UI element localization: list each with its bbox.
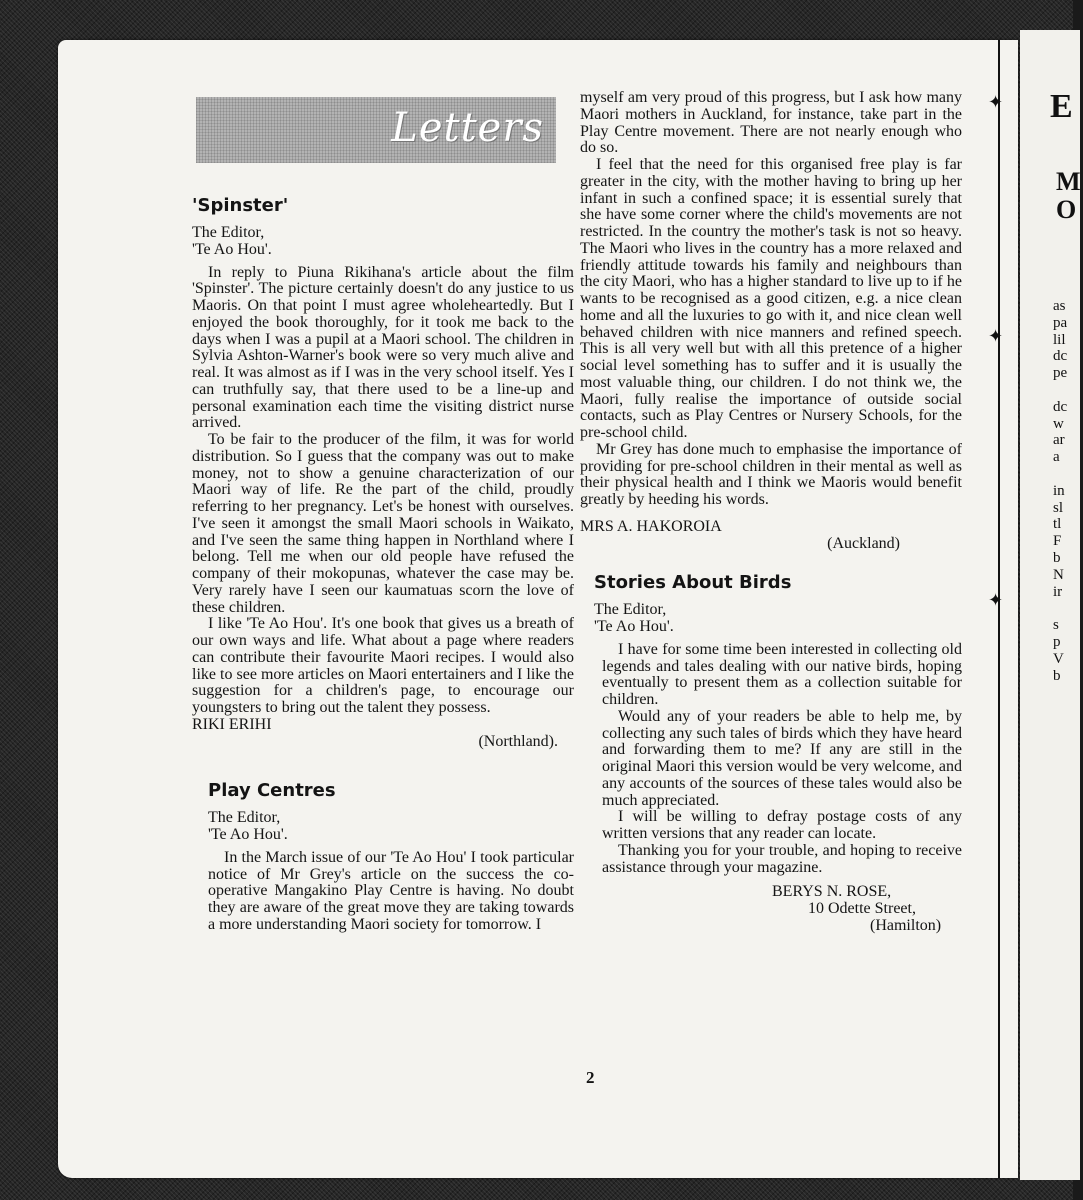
letters-banner (196, 97, 556, 163)
salutation: The Editor, (594, 601, 667, 619)
letter-paragraph: I will be willing to defray postage costs of any written versions that any reader can locate. (602, 808, 962, 842)
letters-banner-title: Letters (391, 105, 544, 151)
binding-mark: ✦ (988, 590, 1004, 610)
signature: MRS A. HAKOROIA (Auckland) (580, 517, 900, 552)
binding-mark: ✦ (988, 92, 1004, 112)
letter-paragraph: Thanking you for your trouble, and hoping to receive assistance through your magazine. (602, 841, 962, 876)
salutation: 'Te Ao Hou'. (594, 618, 674, 635)
letter-heading: Play Centres (208, 780, 336, 802)
column-right (580, 90, 962, 935)
column-left (192, 195, 574, 934)
letter-spinster (192, 195, 574, 750)
letter-paragraph: To be fair to the producer of the film, it was for world distribution. So I guess that the company was out to make money, not to show a genuine characterization of our Maori way of life. Re the part of the child, proudly referring to her pregnancy. Let's be honest with ourselves. I've seen it amongst the small Maori schools in Waikato, and I've seen the same thing happen in Northland where I belong. Tell me when our old people have refused the company of their mokopunas, whatever the case may be. Very rarely have I seen our kaumatuas scorn the love of these children. (192, 431, 574, 616)
salutation: The Editor, (192, 224, 265, 241)
signature: RIKI ERIHI (Northland). (192, 715, 558, 750)
salutation: 'Te Ao Hou'. (192, 240, 272, 258)
facing-page-text-fragment: as pa lil dc pe dc w ar a in sl tl F b N ir s p V b (1053, 298, 1068, 684)
letter-paragraph-continued: myself am very proud of this progress, but I ask how many Maori mothers in Auckland, for instance, take part in the Play Centre movement. There are not nearly enough who do so. (580, 89, 962, 157)
letter-paragraph: I feel that the need for this organised free play is far greater in the city, with the mother having to bring up her infant in such a confined space; it is essential surely that she have some corner where the child's movements are not restricted. In the country the mother's task is not so heavy. The Maori who lives in the country has a more relaxed and friendly attitude towards his family and neighbours than the city Maori, who has a higher standard to live up to if he wants to be recognised as a good citizen, e.g. a nice clean home and all the luxuries to go with it, and nice clean well behaved children with nice manners and refined speech. This is all very well but with all this pretence of a higher social level something has to suffer and it is usually the most valuable thing, our children. I do not think we, the Maori, fully realise the importance of outside social contacts, such as Play Centres or Nursery Schools, for the pre-school child. (580, 156, 962, 441)
letter-paragraph: In reply to Piuna Rikihana's article about the film 'Spinster'. The picture certainly doesn't do any justice to us Maoris. On that point I must agree wholeheartedly. But I enjoyed the book thoroughly, for it took me back to the days when I was a pupil at a Maori school. The children in Sylvia Ashton-Warner's book were so very much alive and real. It was almost as if I was in the very school itself. Yes I can truthfully say, that there used to be a line-up and personal examination each time the visiting district nurse arrived. (192, 263, 574, 432)
letter-heading: Stories About Birds (594, 572, 792, 594)
facing-page-subheading: M O (1056, 167, 1081, 224)
letter-heading: 'Spinster' (192, 195, 289, 216)
letter-paragraph: I like 'Te Ao Hou'. It's one book that gives us a breath of our own ways and life. What about a page where readers can contribute their favourite Maori recipes. I would also like to see more articles on Maori entertainers and I like the suggestion for a children's page, to encourage our youngsters to bring out the talent they possess. (192, 615, 574, 716)
letter-play-centres (192, 780, 574, 933)
page-number: 2 (586, 1068, 595, 1087)
binding-mark: ✦ (988, 326, 1004, 346)
salutation: 'Te Ao Hou'. (208, 826, 288, 843)
letter-paragraph: In the March issue of our 'Te Ao Hou' I took particular notice of Mr Grey's article on the success the co-operative Mangakino Play Centre is having. No doubt they are aware of the great move they are taking towards a more understanding Maori society for tomorrow. I (208, 848, 574, 933)
facing-page-fragment (1020, 30, 1080, 1180)
facing-page-heading: E (1050, 88, 1073, 125)
salutation: The Editor, (208, 809, 281, 827)
letter-paragraph: I have for some time been interested in collecting old legends and tales dealing with our native birds, hoping eventually to present them as a collection suitable for children. (602, 640, 962, 708)
letter-stories-about-birds (580, 572, 962, 934)
letter-paragraph: Would any of your readers be able to help me, by collecting any such tales of birds which they have heard and forwarding them to me? If any are still in the original Maori this version would be very welcome, and any accounts of the sources of these tales would also be much appreciated. (602, 707, 962, 809)
signature: BERYS N. ROSE, 10 Odette Street, (Hamilton) (772, 883, 942, 934)
letter-paragraph: Mr Grey has done much to emphasise the importance of providing for pre-school children in their mental as well as their physical health and I think we Maoris would benefit greatly by heeding his words. (580, 440, 962, 508)
